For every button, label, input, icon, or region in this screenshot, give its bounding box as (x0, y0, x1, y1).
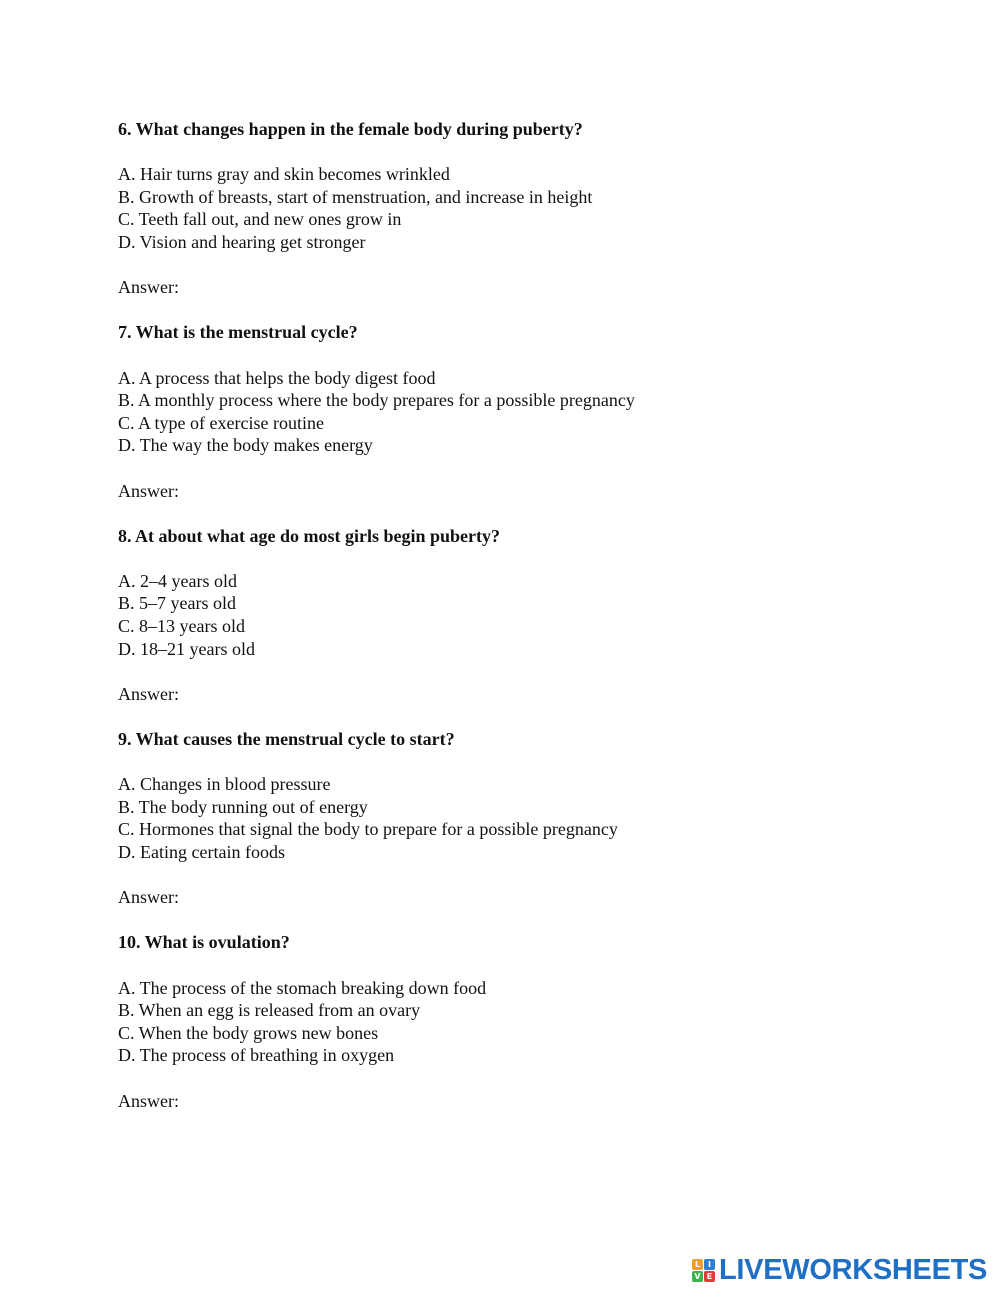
logo-mark-icon (692, 1259, 715, 1282)
worksheet-page (118, 118, 898, 1135)
option-a: A. Hair turns gray and skin becomes wrinkled (118, 164, 450, 185)
question-title: 6. What changes happen in the female body during puberty? (118, 119, 583, 139)
option-d: D. The process of breathing in oxygen (118, 1045, 395, 1066)
logo-mark-cell: L (692, 1259, 703, 1270)
option-list (118, 773, 898, 863)
option-list (118, 977, 898, 1067)
option-c: C. A type of exercise routine (118, 412, 324, 433)
option-a: A. Changes in blood pressure (118, 774, 331, 795)
option-d: D. Eating certain foods (118, 842, 285, 862)
logo-mark-cell: I (704, 1259, 715, 1270)
option-a: A. 2–4 years old (118, 570, 237, 591)
question-8 (118, 525, 898, 706)
logo-mark-cell: E (704, 1271, 715, 1282)
answer-label: Answer: (118, 887, 179, 908)
option-a: A. A process that helps the body digest food (118, 367, 436, 388)
answer-label: Answer: (118, 683, 179, 704)
option-a: A. The process of the stomach breaking down food (118, 977, 487, 998)
option-b: B. The body running out of energy (118, 796, 368, 817)
question-title: 7. What is the menstrual cycle? (118, 322, 358, 343)
option-c: C. Hormones that signal the body to prepare for a possible pregnancy (118, 819, 618, 840)
option-c: C. Teeth fall out, and new ones grow in (118, 209, 402, 230)
option-d: D. Vision and hearing get stronger (118, 231, 366, 252)
logo-text: LIVEWORKSHEETS (719, 1254, 988, 1286)
option-c: C. 8–13 years old (118, 616, 245, 637)
option-b: B. When an egg is released from an ovary (118, 1000, 421, 1021)
option-list (118, 163, 898, 253)
question-9 (118, 728, 898, 909)
option-list (118, 367, 898, 457)
answer-label: Answer: (118, 480, 179, 501)
question-10 (118, 931, 898, 1112)
option-b: B. Growth of breasts, start of menstruation, and increase in height (118, 186, 593, 207)
question-title: 10. What is ovulation? (118, 932, 290, 953)
question-6 (118, 118, 898, 299)
option-d: D. The way the body makes energy (118, 435, 373, 456)
answer-label: Answer: (118, 1090, 179, 1111)
question-title: 9. What causes the menstrual cycle to start? (118, 729, 455, 750)
question-7 (118, 321, 898, 502)
option-b: B. A monthly process where the body prepares for a possible pregnancy (118, 390, 635, 411)
option-list (118, 570, 898, 660)
logo-mark-cell: V (692, 1271, 703, 1282)
question-title: 8. At about what age do most girls begin puberty? (118, 525, 501, 546)
option-c: C. When the body grows new bones (118, 1022, 379, 1043)
answer-label: Answer: (118, 277, 179, 298)
option-b: B. 5–7 years old (118, 593, 236, 614)
liveworksheets-logo (692, 1255, 987, 1285)
option-d: D. 18–21 years old (118, 638, 255, 659)
